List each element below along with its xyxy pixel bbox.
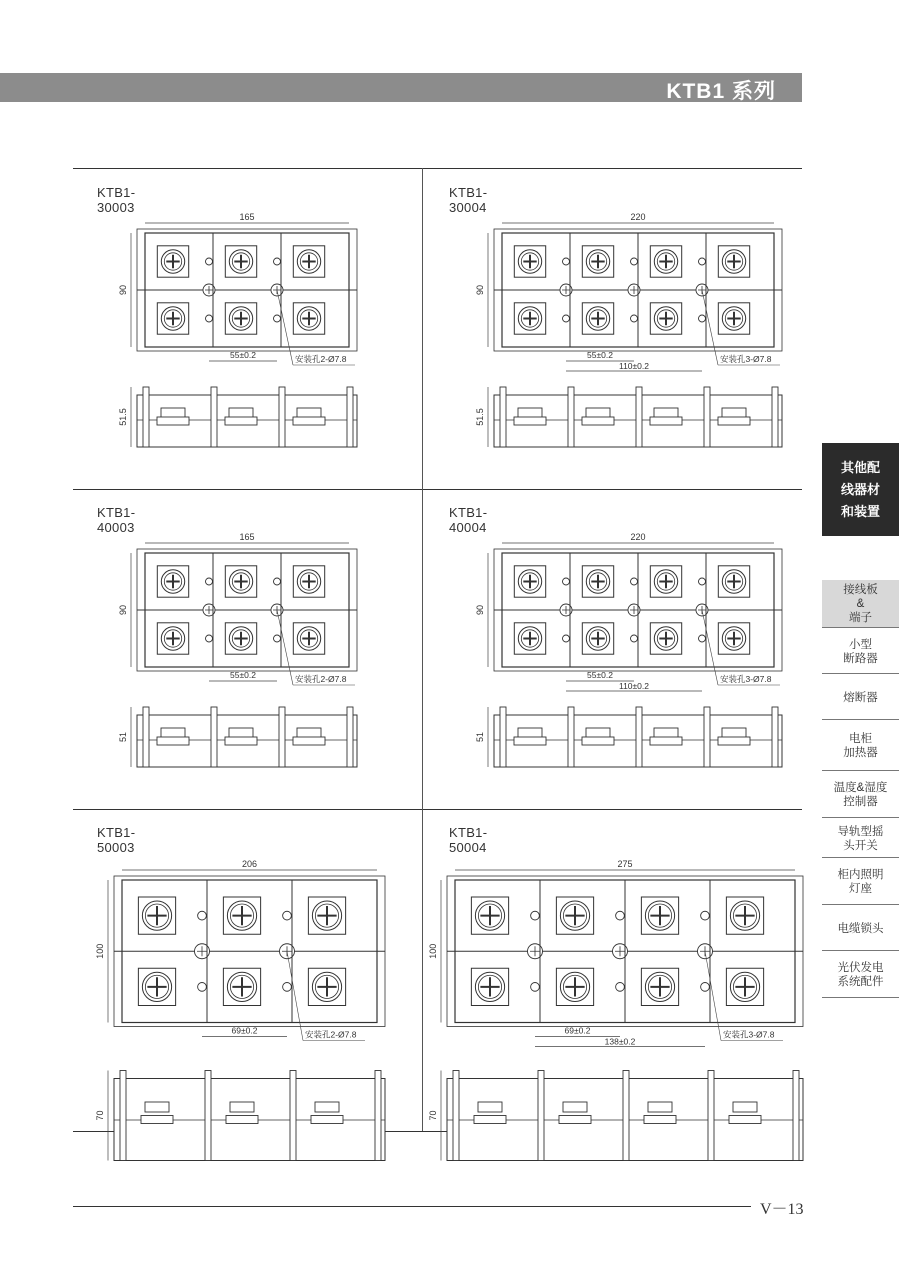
sidebar-item-label [843, 638, 878, 666]
vent-hole [699, 578, 706, 585]
side-divider [120, 1071, 126, 1161]
pitch-dim-label: 69±0.2 [231, 1025, 258, 1036]
model-label: KTB1-40004 [449, 505, 488, 535]
sidebar-active-line: 线器材 [840, 482, 880, 497]
grid-center-rule [422, 168, 423, 1131]
terminal-block-drawing [437, 525, 777, 805]
sidebar-item[interactable] [822, 907, 899, 951]
side-height-dim-label: 51.5 [118, 408, 128, 426]
vent-hole [631, 635, 638, 642]
side-washer [650, 417, 682, 425]
sidebar-item[interactable] [822, 820, 899, 858]
side-divider [568, 707, 574, 767]
sidebar-item[interactable] [822, 630, 899, 674]
sidebar-item-label [843, 583, 878, 625]
sidebar-item-line: 灯座 [849, 883, 872, 895]
side-divider [211, 387, 217, 447]
side-divider [704, 707, 710, 767]
side-divider [290, 1071, 296, 1161]
model-label: KTB1-50003 [97, 825, 136, 855]
side-view [475, 707, 782, 767]
sidebar-item-line: 导轨型摇 [837, 825, 884, 838]
side-view [475, 387, 782, 447]
model-label: KTB1-30004 [449, 185, 488, 215]
side-nut [478, 1102, 502, 1112]
sidebar-item-label [838, 868, 884, 896]
vent-hole [631, 315, 638, 322]
pitch2-dim-label: 110±0.2 [618, 681, 650, 691]
grid-row-rule [73, 809, 802, 810]
side-nut [230, 1102, 254, 1112]
hole-note: 安装孔3-Ø7.8 [723, 1029, 775, 1040]
vent-hole [274, 635, 281, 642]
side-washer [729, 1116, 761, 1124]
pitch2-dim-label: 110±0.2 [618, 361, 650, 371]
top-view [118, 212, 357, 365]
vent-hole [699, 258, 706, 265]
sidebar-item-line: 头开关 [843, 839, 878, 852]
side-washer [582, 737, 614, 745]
side-nut [518, 728, 542, 738]
hole-note: 安装孔3-Ø7.8 [720, 674, 772, 684]
side-view [118, 387, 357, 447]
side-washer [514, 737, 546, 745]
width-dim-label: 220 [630, 532, 646, 542]
side-nut [654, 408, 678, 418]
pitch-dim-label: 69±0.2 [564, 1025, 591, 1036]
side-nut [563, 1102, 587, 1112]
sidebar-item-label [838, 825, 884, 853]
side-divider [793, 1071, 799, 1161]
side-washer [650, 737, 682, 745]
sidebar-item-line: 电缆锁头 [837, 922, 884, 935]
side-divider [708, 1071, 714, 1161]
sidebar-item-label [834, 781, 888, 809]
top-view [475, 532, 782, 691]
vent-hole [699, 315, 706, 322]
terminal-block-drawing [85, 205, 415, 485]
vent-hole [274, 258, 281, 265]
model-label: KTB1-30003 [97, 185, 136, 215]
height-dim-label: 90 [118, 604, 128, 616]
sidebar-item[interactable] [822, 721, 899, 771]
side-divider [205, 1071, 211, 1161]
side-nut [229, 728, 253, 738]
side-divider [568, 387, 574, 447]
side-divider [279, 707, 285, 767]
side-divider [538, 1071, 544, 1161]
model-label: KTB1-50004 [449, 825, 488, 855]
side-divider [143, 387, 149, 447]
side-divider [772, 387, 778, 447]
model-label: KTB1-40003 [97, 505, 136, 535]
sidebar-active-line: 其他配 [840, 460, 880, 475]
side-washer [718, 417, 750, 425]
side-height-dim-label: 70 [95, 1110, 105, 1121]
terminal-block-drawing [428, 845, 797, 1135]
side-divider [623, 1071, 629, 1161]
grid-top-rule [73, 168, 802, 169]
side-divider [772, 707, 778, 767]
side-divider [500, 387, 506, 447]
vent-hole [701, 983, 710, 992]
sidebar-active-category[interactable] [822, 443, 899, 536]
side-washer [141, 1116, 173, 1124]
side-nut [722, 408, 746, 418]
vent-hole [206, 258, 213, 265]
sidebar-item[interactable] [822, 580, 899, 628]
pitch2-dim-label: 138±0.2 [604, 1036, 636, 1047]
side-washer [644, 1116, 676, 1124]
side-washer [514, 417, 546, 425]
sidebar-item-label [843, 691, 878, 705]
pitch-dim-label: 55±0.2 [587, 350, 613, 360]
vent-hole [631, 578, 638, 585]
side-nut [733, 1102, 757, 1112]
side-washer [157, 417, 189, 425]
side-nut [648, 1102, 672, 1112]
sidebar-item[interactable] [822, 676, 899, 720]
terminal-block-drawing [437, 205, 777, 485]
hole-note: 安装孔2-Ø7.8 [295, 674, 347, 684]
side-divider [143, 707, 149, 767]
vent-hole [563, 258, 570, 265]
side-height-dim-label: 51.5 [475, 408, 485, 426]
side-height-dim-label: 51 [475, 731, 485, 743]
height-dim-label: 90 [475, 604, 485, 616]
hole-note: 安装孔3-Ø7.8 [720, 354, 772, 364]
side-nut [161, 728, 185, 738]
side-washer [311, 1116, 343, 1124]
sidebar-item-line: 光伏发电 [837, 961, 884, 974]
side-washer [226, 1116, 258, 1124]
side-washer [157, 737, 189, 745]
side-divider [279, 387, 285, 447]
width-dim-label: 165 [239, 212, 255, 222]
side-height-dim-label: 51 [118, 731, 128, 743]
pitch-dim-label: 55±0.2 [230, 350, 256, 360]
sidebar-item-line: 柜内照明 [837, 869, 884, 881]
side-view [118, 707, 357, 767]
side-nut [161, 408, 185, 418]
vent-hole [206, 578, 213, 585]
side-view [95, 1071, 385, 1161]
side-nut [586, 728, 610, 738]
vent-hole [283, 983, 292, 992]
grid-row-rule [73, 489, 802, 490]
height-dim-label: 100 [428, 943, 438, 959]
width-dim-label: 206 [241, 859, 258, 869]
vent-hole [631, 258, 638, 265]
vent-hole [563, 315, 570, 322]
side-divider [704, 387, 710, 447]
side-washer [559, 1116, 591, 1124]
side-divider [347, 387, 353, 447]
side-nut [145, 1102, 169, 1112]
top-view [118, 532, 357, 685]
sidebar-item-line: 端子 [849, 611, 872, 624]
sidebar-item[interactable] [822, 773, 899, 818]
side-nut [586, 408, 610, 418]
top-view [475, 212, 782, 371]
sidebar-item-line: 控制器 [843, 796, 878, 808]
footer-rule [73, 1206, 751, 1207]
top-view [95, 859, 385, 1041]
side-nut [229, 408, 253, 418]
side-washer [293, 737, 325, 745]
top-view [428, 859, 803, 1047]
vent-hole [198, 983, 207, 992]
vent-hole [531, 983, 540, 992]
terminal-block-drawing [85, 525, 415, 805]
sidebar-item-line: & [856, 597, 865, 610]
page-number: V－13 [760, 1201, 804, 1218]
side-nut [297, 408, 321, 418]
side-divider [453, 1071, 459, 1161]
side-washer [718, 737, 750, 745]
terminal-block-drawing [85, 845, 415, 1135]
vent-hole [274, 578, 281, 585]
header-banner [0, 73, 802, 102]
sidebar-item-label [838, 961, 884, 989]
side-washer [293, 417, 325, 425]
vent-hole [616, 911, 625, 920]
side-washer [474, 1116, 506, 1124]
sidebar-item-line: 断路器 [843, 652, 878, 665]
sidebar-active-line: 和装置 [840, 504, 880, 519]
sidebar-item-line: 电柜 [849, 732, 872, 745]
sidebar-item-label [838, 922, 884, 936]
width-dim-label: 165 [239, 532, 255, 542]
pitch-dim-label: 55±0.2 [587, 670, 613, 680]
width-dim-label: 275 [617, 859, 633, 869]
side-washer [225, 417, 257, 425]
hole-note: 安装孔2-Ø7.8 [295, 354, 347, 364]
side-divider [211, 707, 217, 767]
vent-hole [531, 911, 540, 920]
side-washer [582, 417, 614, 425]
pitch-dim-label: 55±0.2 [230, 670, 256, 680]
height-dim-label: 100 [95, 943, 105, 959]
height-dim-label: 90 [475, 284, 485, 296]
side-divider [500, 707, 506, 767]
vent-hole [701, 911, 710, 920]
side-divider [636, 707, 642, 767]
sidebar-item[interactable] [822, 860, 899, 905]
side-height-dim-label: 70 [428, 1110, 438, 1121]
side-nut [518, 408, 542, 418]
vent-hole [274, 315, 281, 322]
hole-note: 安装孔2-Ø7.8 [305, 1029, 357, 1040]
side-view [428, 1071, 803, 1161]
sidebar-item-line: 接线板 [843, 583, 878, 596]
vent-hole [699, 635, 706, 642]
vent-hole [283, 911, 292, 920]
vent-hole [563, 578, 570, 585]
sidebar-item-label [843, 732, 878, 760]
vent-hole [616, 983, 625, 992]
sidebar-item[interactable] [822, 952, 899, 998]
sidebar-item-line: 熔断器 [843, 691, 878, 704]
width-dim-label: 220 [630, 212, 646, 222]
side-divider [636, 387, 642, 447]
vent-hole [563, 635, 570, 642]
side-divider [375, 1071, 381, 1161]
side-nut [654, 728, 678, 738]
vent-hole [206, 635, 213, 642]
height-dim-label: 90 [118, 284, 128, 296]
side-nut [315, 1102, 339, 1112]
side-washer [225, 737, 257, 745]
vent-hole [206, 315, 213, 322]
sidebar-item-line: 加热器 [843, 746, 878, 759]
side-nut [722, 728, 746, 738]
side-nut [297, 728, 321, 738]
series-title: KTB1 系列 [666, 80, 776, 103]
vent-hole [198, 911, 207, 920]
sidebar-item-line: 小型 [849, 638, 872, 651]
sidebar-item-line: 温度&湿度 [833, 782, 888, 794]
side-divider [347, 707, 353, 767]
sidebar-item-line: 系统配件 [837, 975, 884, 988]
